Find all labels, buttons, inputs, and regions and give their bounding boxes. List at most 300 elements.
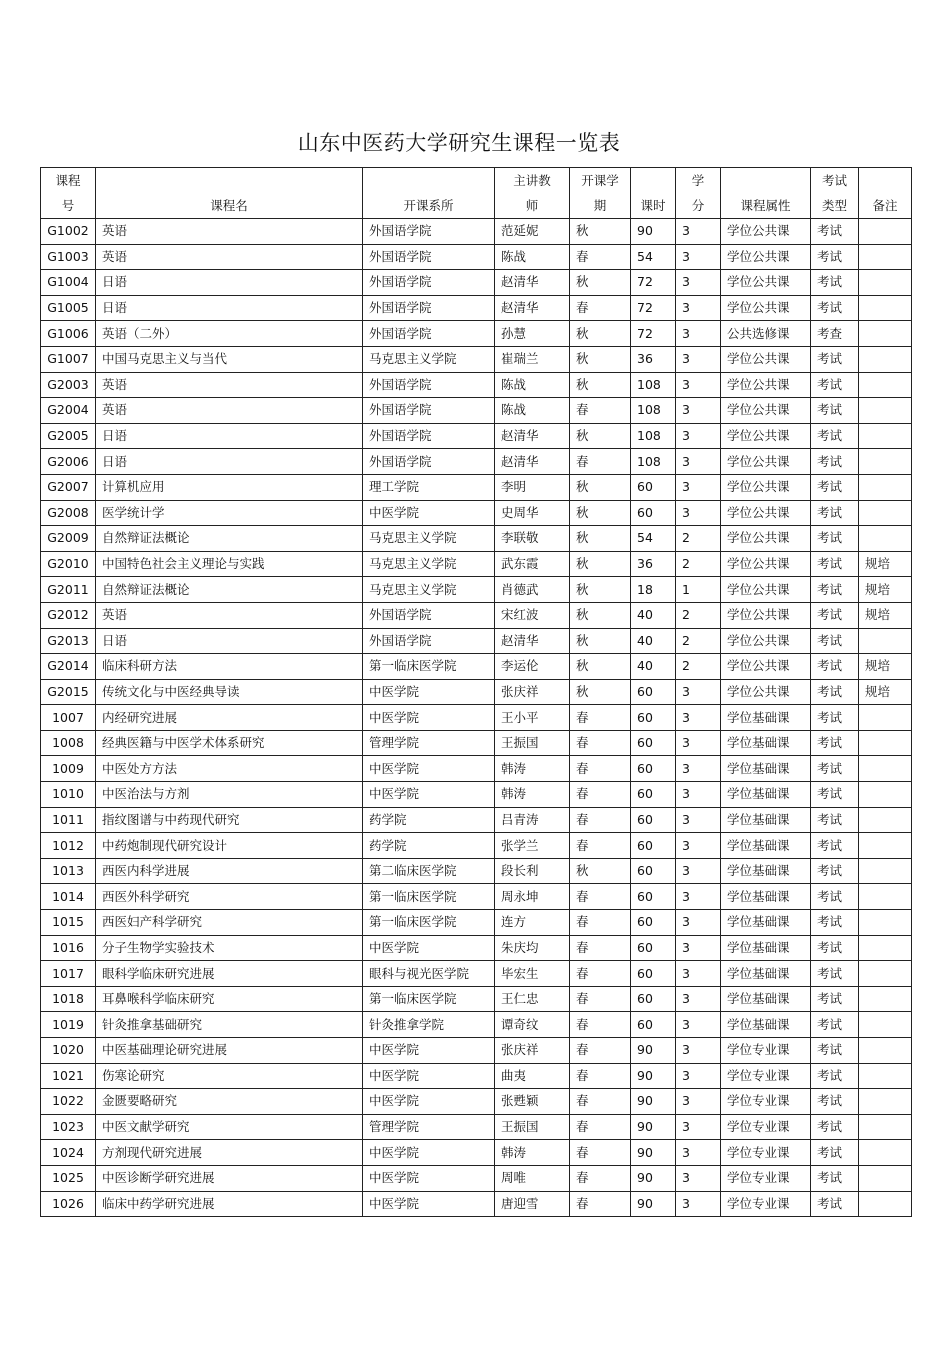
course-name-cell: 中医诊断学研究进展 — [96, 1165, 363, 1191]
course-term-cell: 春 — [570, 730, 631, 756]
course-teacher-cell: 唐迎雪 — [495, 1191, 570, 1217]
course-teacher-cell: 连方 — [495, 910, 570, 936]
course-attr-cell: 学位公共课 — [721, 244, 811, 270]
table-row — [41, 628, 912, 654]
course-teacher-cell: 朱庆均 — [495, 935, 570, 961]
course-note-cell — [859, 270, 912, 296]
course-teacher-cell: 段长利 — [495, 858, 570, 884]
course-code-cell: 1024 — [41, 1140, 96, 1166]
course-credit-cell: 3 — [676, 1140, 721, 1166]
header-teacher-line1: 主讲教 — [513, 173, 551, 188]
course-attr-cell: 学位基础课 — [721, 986, 811, 1012]
course-teacher-cell: 张庆祥 — [495, 1038, 570, 1064]
course-credit-cell: 3 — [676, 705, 721, 731]
table-row — [41, 807, 912, 833]
course-hours-cell: 108 — [631, 423, 676, 449]
course-term-cell: 春 — [570, 1140, 631, 1166]
course-attr-cell: 学位公共课 — [721, 423, 811, 449]
table-row — [41, 961, 912, 987]
course-note-cell — [859, 1191, 912, 1217]
course-teacher-cell: 曲夷 — [495, 1063, 570, 1089]
course-note-cell — [859, 935, 912, 961]
course-exam-cell: 考试 — [811, 858, 859, 884]
course-teacher-cell: 韩涛 — [495, 756, 570, 782]
course-attr-cell: 学位专业课 — [721, 1114, 811, 1140]
course-credit-cell: 3 — [676, 833, 721, 859]
table-row — [41, 474, 912, 500]
course-dept-cell: 马克思主义学院 — [363, 577, 495, 603]
course-code-cell: G2010 — [41, 551, 96, 577]
course-attr-cell: 学位公共课 — [721, 372, 811, 398]
course-hours-cell: 108 — [631, 372, 676, 398]
header-exam-line2: 类型 — [821, 198, 847, 213]
table-row — [41, 321, 912, 347]
header-dept: 开课系所 — [363, 168, 495, 219]
course-attr-cell: 学位公共课 — [721, 628, 811, 654]
course-code-cell: G2009 — [41, 526, 96, 552]
course-exam-cell: 考试 — [811, 935, 859, 961]
course-term-cell: 秋 — [570, 679, 631, 705]
course-attr-cell: 学位公共课 — [721, 526, 811, 552]
course-attr-cell: 学位公共课 — [721, 398, 811, 424]
course-teacher-cell: 张甦颖 — [495, 1089, 570, 1115]
course-credit-cell: 3 — [676, 372, 721, 398]
course-code-cell: G2015 — [41, 679, 96, 705]
course-code-cell: 1026 — [41, 1191, 96, 1217]
course-credit-cell: 3 — [676, 346, 721, 372]
table-row — [41, 1089, 912, 1115]
course-attr-cell: 公共选修课 — [721, 321, 811, 347]
table-row — [41, 602, 912, 628]
course-hours-cell: 108 — [631, 398, 676, 424]
course-term-cell: 秋 — [570, 654, 631, 680]
course-name-cell: 日语 — [96, 295, 363, 321]
course-term-cell: 秋 — [570, 346, 631, 372]
course-code-cell: 1018 — [41, 986, 96, 1012]
course-code-cell: G2007 — [41, 474, 96, 500]
course-teacher-cell: 张学兰 — [495, 833, 570, 859]
course-credit-cell: 3 — [676, 270, 721, 296]
course-credit-cell: 3 — [676, 884, 721, 910]
course-note-cell — [859, 219, 912, 245]
course-credit-cell: 3 — [676, 782, 721, 808]
course-note-cell — [859, 961, 912, 987]
course-attr-cell: 学位基础课 — [721, 1012, 811, 1038]
table-row — [41, 526, 912, 552]
course-note-cell — [859, 1063, 912, 1089]
course-dept-cell: 第二临床医学院 — [363, 858, 495, 884]
course-term-cell: 春 — [570, 1191, 631, 1217]
course-name-cell: 西医内科学进展 — [96, 858, 363, 884]
course-teacher-cell: 王振国 — [495, 1114, 570, 1140]
course-dept-cell: 外国语学院 — [363, 244, 495, 270]
course-dept-cell: 外国语学院 — [363, 372, 495, 398]
course-hours-cell: 90 — [631, 219, 676, 245]
course-name-cell: 中医基础理论研究进展 — [96, 1038, 363, 1064]
course-credit-cell: 3 — [676, 807, 721, 833]
course-dept-cell: 中医学院 — [363, 1140, 495, 1166]
course-code-cell: G2008 — [41, 500, 96, 526]
course-teacher-cell: 吕青涛 — [495, 807, 570, 833]
course-attr-cell: 学位基础课 — [721, 935, 811, 961]
course-code-cell: G2012 — [41, 602, 96, 628]
course-attr-cell: 学位公共课 — [721, 602, 811, 628]
course-hours-cell: 36 — [631, 346, 676, 372]
course-attr-cell: 学位基础课 — [721, 705, 811, 731]
course-note-cell — [859, 807, 912, 833]
course-exam-cell: 考试 — [811, 270, 859, 296]
course-term-cell: 春 — [570, 449, 631, 475]
course-hours-cell: 90 — [631, 1089, 676, 1115]
table-row — [41, 1191, 912, 1217]
course-dept-cell: 外国语学院 — [363, 321, 495, 347]
course-teacher-cell: 周永坤 — [495, 884, 570, 910]
course-teacher-cell: 王振国 — [495, 730, 570, 756]
course-attr-cell: 学位专业课 — [721, 1165, 811, 1191]
course-code-cell: 1011 — [41, 807, 96, 833]
course-note-cell: 规培 — [859, 679, 912, 705]
course-teacher-cell: 赵清华 — [495, 628, 570, 654]
course-hours-cell: 36 — [631, 551, 676, 577]
course-term-cell: 春 — [570, 398, 631, 424]
course-name-cell: 自然辩证法概论 — [96, 577, 363, 603]
course-code-cell: 1020 — [41, 1038, 96, 1064]
course-dept-cell: 中医学院 — [363, 1038, 495, 1064]
header-code-line1: 课程 — [55, 173, 81, 188]
course-note-cell — [859, 730, 912, 756]
course-code-cell: 1016 — [41, 935, 96, 961]
header-exam — [811, 168, 859, 219]
course-term-cell: 秋 — [570, 577, 631, 603]
course-credit-cell: 3 — [676, 730, 721, 756]
course-teacher-cell: 王小平 — [495, 705, 570, 731]
course-term-cell: 春 — [570, 1038, 631, 1064]
course-exam-cell: 考试 — [811, 833, 859, 859]
course-hours-cell: 60 — [631, 756, 676, 782]
course-attr-cell: 学位公共课 — [721, 577, 811, 603]
course-exam-cell: 考试 — [811, 1114, 859, 1140]
course-credit-cell: 3 — [676, 986, 721, 1012]
course-hours-cell: 60 — [631, 500, 676, 526]
table-row — [41, 730, 912, 756]
course-exam-cell: 考试 — [811, 679, 859, 705]
table-row — [41, 219, 912, 245]
course-hours-cell: 90 — [631, 1140, 676, 1166]
course-note-cell — [859, 1038, 912, 1064]
course-note-cell — [859, 910, 912, 936]
course-exam-cell: 考试 — [811, 807, 859, 833]
course-code-cell: 1021 — [41, 1063, 96, 1089]
course-dept-cell: 外国语学院 — [363, 628, 495, 654]
course-credit-cell: 3 — [676, 1165, 721, 1191]
course-code-cell: G2006 — [41, 449, 96, 475]
course-hours-cell: 60 — [631, 858, 676, 884]
course-attr-cell: 学位专业课 — [721, 1063, 811, 1089]
course-note-cell — [859, 423, 912, 449]
course-name-cell: 英语 — [96, 398, 363, 424]
course-hours-cell: 54 — [631, 526, 676, 552]
course-exam-cell: 考试 — [811, 1165, 859, 1191]
course-note-cell — [859, 1165, 912, 1191]
course-hours-cell: 60 — [631, 474, 676, 500]
course-code-cell: 1019 — [41, 1012, 96, 1038]
course-code-cell: G2014 — [41, 654, 96, 680]
table-row — [41, 551, 912, 577]
course-exam-cell: 考查 — [811, 321, 859, 347]
course-dept-cell: 外国语学院 — [363, 219, 495, 245]
course-hours-cell: 60 — [631, 935, 676, 961]
course-term-cell: 秋 — [570, 270, 631, 296]
course-term-cell: 春 — [570, 961, 631, 987]
course-dept-cell: 马克思主义学院 — [363, 551, 495, 577]
header-code-line2: 号 — [61, 198, 75, 213]
table-row — [41, 577, 912, 603]
course-hours-cell: 90 — [631, 1038, 676, 1064]
course-name-cell: 日语 — [96, 270, 363, 296]
course-credit-cell: 3 — [676, 474, 721, 500]
course-hours-cell: 60 — [631, 910, 676, 936]
course-name-cell: 临床中药学研究进展 — [96, 1191, 363, 1217]
course-name-cell: 方剂现代研究进展 — [96, 1140, 363, 1166]
header-teacher-line2: 师 — [525, 198, 539, 213]
course-note-cell — [859, 705, 912, 731]
table-row — [41, 270, 912, 296]
course-exam-cell: 考试 — [811, 295, 859, 321]
table-row — [41, 833, 912, 859]
course-note-cell — [859, 321, 912, 347]
course-name-cell: 指纹图谱与中药现代研究 — [96, 807, 363, 833]
course-exam-cell: 考试 — [811, 398, 859, 424]
table-row — [41, 398, 912, 424]
course-credit-cell: 3 — [676, 858, 721, 884]
course-hours-cell: 90 — [631, 1114, 676, 1140]
course-credit-cell: 3 — [676, 398, 721, 424]
header-term — [570, 168, 631, 219]
course-dept-cell: 针灸推拿学院 — [363, 1012, 495, 1038]
table-row — [41, 910, 912, 936]
course-exam-cell: 考试 — [811, 244, 859, 270]
course-dept-cell: 眼科与视光医学院 — [363, 961, 495, 987]
course-note-cell — [859, 884, 912, 910]
table-header-row — [41, 168, 912, 219]
course-exam-cell: 考试 — [811, 449, 859, 475]
course-note-cell — [859, 756, 912, 782]
course-attr-cell: 学位基础课 — [721, 807, 811, 833]
course-dept-cell: 外国语学院 — [363, 295, 495, 321]
course-exam-cell: 考试 — [811, 372, 859, 398]
course-hours-cell: 72 — [631, 270, 676, 296]
course-dept-cell: 中医学院 — [363, 782, 495, 808]
course-code-cell: 1017 — [41, 961, 96, 987]
course-term-cell: 春 — [570, 884, 631, 910]
course-exam-cell: 考试 — [811, 756, 859, 782]
course-dept-cell: 第一临床医学院 — [363, 654, 495, 680]
course-name-cell: 英语 — [96, 372, 363, 398]
course-note-cell: 规培 — [859, 577, 912, 603]
table-row — [41, 372, 912, 398]
table-row — [41, 986, 912, 1012]
course-term-cell: 秋 — [570, 500, 631, 526]
course-teacher-cell: 赵清华 — [495, 449, 570, 475]
course-credit-cell: 3 — [676, 756, 721, 782]
course-exam-cell: 考试 — [811, 423, 859, 449]
table-row — [41, 295, 912, 321]
course-name-cell: 日语 — [96, 449, 363, 475]
course-hours-cell: 90 — [631, 1165, 676, 1191]
course-exam-cell: 考试 — [811, 705, 859, 731]
course-dept-cell: 外国语学院 — [363, 398, 495, 424]
course-table — [40, 167, 912, 1217]
course-term-cell: 春 — [570, 295, 631, 321]
course-term-cell: 春 — [570, 910, 631, 936]
course-attr-cell: 学位基础课 — [721, 782, 811, 808]
table-row — [41, 244, 912, 270]
course-note-cell — [859, 833, 912, 859]
course-hours-cell: 60 — [631, 833, 676, 859]
course-exam-cell: 考试 — [811, 346, 859, 372]
header-term-line2: 期 — [593, 198, 607, 213]
course-term-cell: 春 — [570, 833, 631, 859]
course-teacher-cell: 李运伦 — [495, 654, 570, 680]
course-attr-cell: 学位基础课 — [721, 910, 811, 936]
course-term-cell: 秋 — [570, 526, 631, 552]
course-teacher-cell: 范延妮 — [495, 219, 570, 245]
course-note-cell — [859, 295, 912, 321]
course-teacher-cell: 韩涛 — [495, 782, 570, 808]
course-teacher-cell: 张庆祥 — [495, 679, 570, 705]
course-term-cell: 秋 — [570, 372, 631, 398]
course-dept-cell: 第一临床医学院 — [363, 910, 495, 936]
course-credit-cell: 3 — [676, 1114, 721, 1140]
course-hours-cell: 60 — [631, 679, 676, 705]
course-name-cell: 中国马克思主义与当代 — [96, 346, 363, 372]
course-attr-cell: 学位基础课 — [721, 833, 811, 859]
table-row — [41, 858, 912, 884]
course-name-cell: 中医文献学研究 — [96, 1114, 363, 1140]
course-term-cell: 秋 — [570, 474, 631, 500]
course-name-cell: 眼科学临床研究进展 — [96, 961, 363, 987]
course-note-cell: 规培 — [859, 551, 912, 577]
course-term-cell: 秋 — [570, 219, 631, 245]
course-teacher-cell: 陈战 — [495, 372, 570, 398]
course-dept-cell: 中医学院 — [363, 1063, 495, 1089]
course-credit-cell: 3 — [676, 1038, 721, 1064]
table-row — [41, 500, 912, 526]
course-dept-cell: 管理学院 — [363, 730, 495, 756]
course-code-cell: G2011 — [41, 577, 96, 603]
course-name-cell: 金匮要略研究 — [96, 1089, 363, 1115]
table-row — [41, 654, 912, 680]
table-row — [41, 935, 912, 961]
course-name-cell: 英语（二外） — [96, 321, 363, 347]
course-term-cell: 春 — [570, 1063, 631, 1089]
header-exam-line1: 考试 — [821, 173, 847, 188]
course-name-cell: 中医治法与方剂 — [96, 782, 363, 808]
course-name-cell: 日语 — [96, 628, 363, 654]
course-name-cell: 伤寒论研究 — [96, 1063, 363, 1089]
course-dept-cell: 外国语学院 — [363, 602, 495, 628]
course-dept-cell: 马克思主义学院 — [363, 346, 495, 372]
header-name: 课程名 — [96, 168, 363, 219]
course-name-cell: 计算机应用 — [96, 474, 363, 500]
course-attr-cell: 学位专业课 — [721, 1140, 811, 1166]
course-code-cell: 1022 — [41, 1089, 96, 1115]
course-name-cell: 西医外科学研究 — [96, 884, 363, 910]
course-code-cell: 1015 — [41, 910, 96, 936]
course-note-cell: 规培 — [859, 602, 912, 628]
course-name-cell: 针灸推拿基础研究 — [96, 1012, 363, 1038]
course-term-cell: 春 — [570, 1165, 631, 1191]
course-hours-cell: 60 — [631, 807, 676, 833]
table-body — [41, 219, 912, 1217]
course-teacher-cell: 崔瑞兰 — [495, 346, 570, 372]
course-attr-cell: 学位基础课 — [721, 756, 811, 782]
course-code-cell: 1012 — [41, 833, 96, 859]
table-row — [41, 1114, 912, 1140]
course-credit-cell: 3 — [676, 935, 721, 961]
course-term-cell: 春 — [570, 756, 631, 782]
course-code-cell: G1003 — [41, 244, 96, 270]
course-exam-cell: 考试 — [811, 577, 859, 603]
course-exam-cell: 考试 — [811, 1191, 859, 1217]
course-teacher-cell: 史周华 — [495, 500, 570, 526]
course-hours-cell: 60 — [631, 1012, 676, 1038]
table-row — [41, 1165, 912, 1191]
course-term-cell: 春 — [570, 1114, 631, 1140]
course-attr-cell: 学位专业课 — [721, 1191, 811, 1217]
course-code-cell: G2005 — [41, 423, 96, 449]
course-note-cell — [859, 858, 912, 884]
course-attr-cell: 学位公共课 — [721, 270, 811, 296]
course-name-cell: 传统文化与中医经典导读 — [96, 679, 363, 705]
course-name-cell: 耳鼻喉科学临床研究 — [96, 986, 363, 1012]
header-term-line1: 开课学 — [581, 173, 619, 188]
course-teacher-cell: 李联敬 — [495, 526, 570, 552]
course-credit-cell: 2 — [676, 654, 721, 680]
course-dept-cell: 中医学院 — [363, 1165, 495, 1191]
course-note-cell — [859, 244, 912, 270]
course-note-cell — [859, 526, 912, 552]
course-name-cell: 临床科研方法 — [96, 654, 363, 680]
course-attr-cell: 学位专业课 — [721, 1089, 811, 1115]
course-teacher-cell: 肖德武 — [495, 577, 570, 603]
course-exam-cell: 考试 — [811, 1089, 859, 1115]
course-attr-cell: 学位公共课 — [721, 679, 811, 705]
header-credit — [676, 168, 721, 219]
course-credit-cell: 3 — [676, 1089, 721, 1115]
course-teacher-cell: 赵清华 — [495, 270, 570, 296]
course-exam-cell: 考试 — [811, 884, 859, 910]
course-note-cell — [859, 372, 912, 398]
course-code-cell: G1006 — [41, 321, 96, 347]
course-name-cell: 中药炮制现代研究设计 — [96, 833, 363, 859]
course-note-cell — [859, 628, 912, 654]
header-code — [41, 168, 96, 219]
course-note-cell — [859, 449, 912, 475]
course-note-cell: 规培 — [859, 654, 912, 680]
course-teacher-cell: 孙慧 — [495, 321, 570, 347]
course-attr-cell: 学位公共课 — [721, 654, 811, 680]
course-note-cell — [859, 1012, 912, 1038]
course-term-cell: 秋 — [570, 858, 631, 884]
course-dept-cell: 中医学院 — [363, 679, 495, 705]
course-attr-cell: 学位基础课 — [721, 961, 811, 987]
course-term-cell: 春 — [570, 1089, 631, 1115]
course-hours-cell: 108 — [631, 449, 676, 475]
course-name-cell: 英语 — [96, 219, 363, 245]
table-row — [41, 1140, 912, 1166]
course-attr-cell: 学位公共课 — [721, 500, 811, 526]
